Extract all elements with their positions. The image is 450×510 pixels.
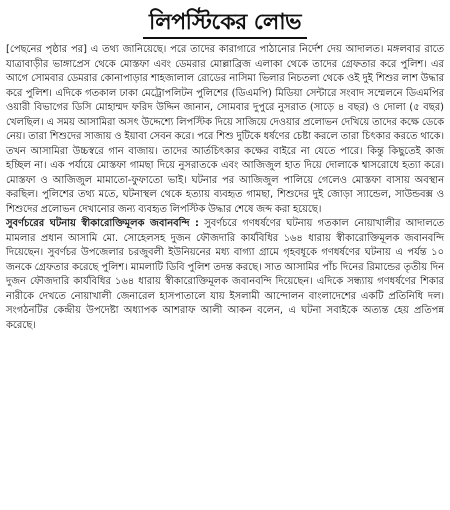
- article-paragraph-2: [6, 217, 444, 333]
- paragraph-2-text: সুবর্ণচরে গণধর্ষণের ঘটনায় গতকাল নোয়াখালীর আদালতে মামলার প্রধান আসামি মো. সোহেলসহ দুজন ফৌজদারি কার্যবিধির ১৬৪ ধারায় স্বীকারোক্তিমূলক জবানবন্দি দিয়েছেন। সুবর্ণচর উপজেলার চরজুবলী ইউনিয়নের মধ্য বাগ্যা গ্রামে গৃহবধূকে গণধর্ষণের ঘটনায় এ পর্যন্ত ১০ জনকে গ্রেফতার করেছে পুলিশ। মামলাটি ডিবি পুলিশ তদন্ত করছে। সাত আসামির পাঁচ দিনের রিমান্ডের তৃতীয় দিন দুজন ফৌজদারি কার্যবিধির ১৬৪ ধারায় স্বীকারোক্তিমূলক জবানবন্দি দিয়েছেন। এদিকে সন্ধ্যায় গণধর্ষণের শিকার নারীকে দেখতে নোয়াখালী জেনারেল হাসপাতালে যায় ইসলামী আন্দোলন বাংলাদেশের একটি প্রতিনিধি দল। সংগঠনটির কেন্দ্রীয় উপদেষ্টা অধ্যাপক আশরাফ আলী আকন বলেন, এ ঘটনা সবাইকে অত্যন্ত হেয় প্রতিপন্ন করেছে।: [6, 218, 444, 331]
- article-body: [6, 43, 444, 333]
- article-headline: লিপস্টিকের লোভ: [143, 10, 307, 39]
- paragraph-1-text: এ তথ্য জানিয়েছে। পরে তাদের কারাগারে পাঠানোর নির্দেশ দেয় আদালত। মঙ্গলবার রাতে যাত্রাবাড়ীর ভাঙ্গাপ্রেস থেকে মোস্তফা এবং ডেমরার মোল্লাব্রিজ এলাকা থেকে তাদের গ্রেফতার করে পুলিশ। এর আগে সোমবার ডেমরার কোনাপাড়ার শাহজালাল রোডের নাসিমা ভিলার নিচতলা থেকে ওই দুই শিশুর লাশ উদ্ধার করে পুলিশ। এদিকে গতকাল ঢাকা মেট্রোপলিটন পুলিশের (ডিএমপি) মিডিয়া সেন্টারে সংবাদ সম্মেলনে ডিএমপির ওয়ারী বিভাগের ডিসি মোহাম্মদ ফরিদ উদ্দিন জানান, সোমবার দুপুরে নুসরাত (সাড়ে ৪ বছর) ও দোলা (৫ বছর) খেলছিল। এ সময় আসামিরা অসৎ উদ্দেশ্যে লিপস্টিক দিয়ে সাজিয়ে দেওয়ার প্রলোভন দেখিয়ে তাদের কক্ষে ডেকে নেয়। তারা শিশুদের সাজায় ও ইয়াবা সেবন করে। পরে শিশু দুটিকে ধর্ষণের চেষ্টা করলে তারা চিৎকার করতে থাকে। তখন আসামিরা উচ্চস্বরে গান বাজায়। তাদের আর্তচিৎকার কক্ষের বাইরে না যেতে পারে। কিন্তু কিছুতেই কাজ হচ্ছিল না। এক পর্যায়ে মোস্তফা গামছা দিয়ে নুসরাতকে এবং আজিজুল হাত দিয়ে দোলাকে শ্বাসরোধে হত্যা করে। মোস্তফা ও আজিজুল মামাতো-ফুফাতো ভাই। ঘটনার পর আজিজুল পালিয়ে গেলেও মোস্তফা বাসায় অবস্থান করছিল। পুলিশের তথ্য মতে, ঘটনাস্থল থেকে হত্যায় ব্যবহৃত গামছা, শিশুদের দুই জোড়া স্যান্ডেল, সাউন্ডবক্স ও শিশুদের প্রলোভন দেখানোর জন্য ব্যবহৃত লিপস্টিক উদ্ধার শেষে জব্দ করা হয়েছে।: [6, 44, 444, 215]
- headline-container: [6, 10, 444, 39]
- continuation-marker: [পেছনের পৃষ্ঠার পর]: [6, 44, 87, 55]
- article-paragraph-1: [6, 43, 444, 217]
- section-subhead: সুবর্ণচরের ঘটনায় স্বীকারোক্তিমূলক জবানবন্দি :: [6, 218, 199, 229]
